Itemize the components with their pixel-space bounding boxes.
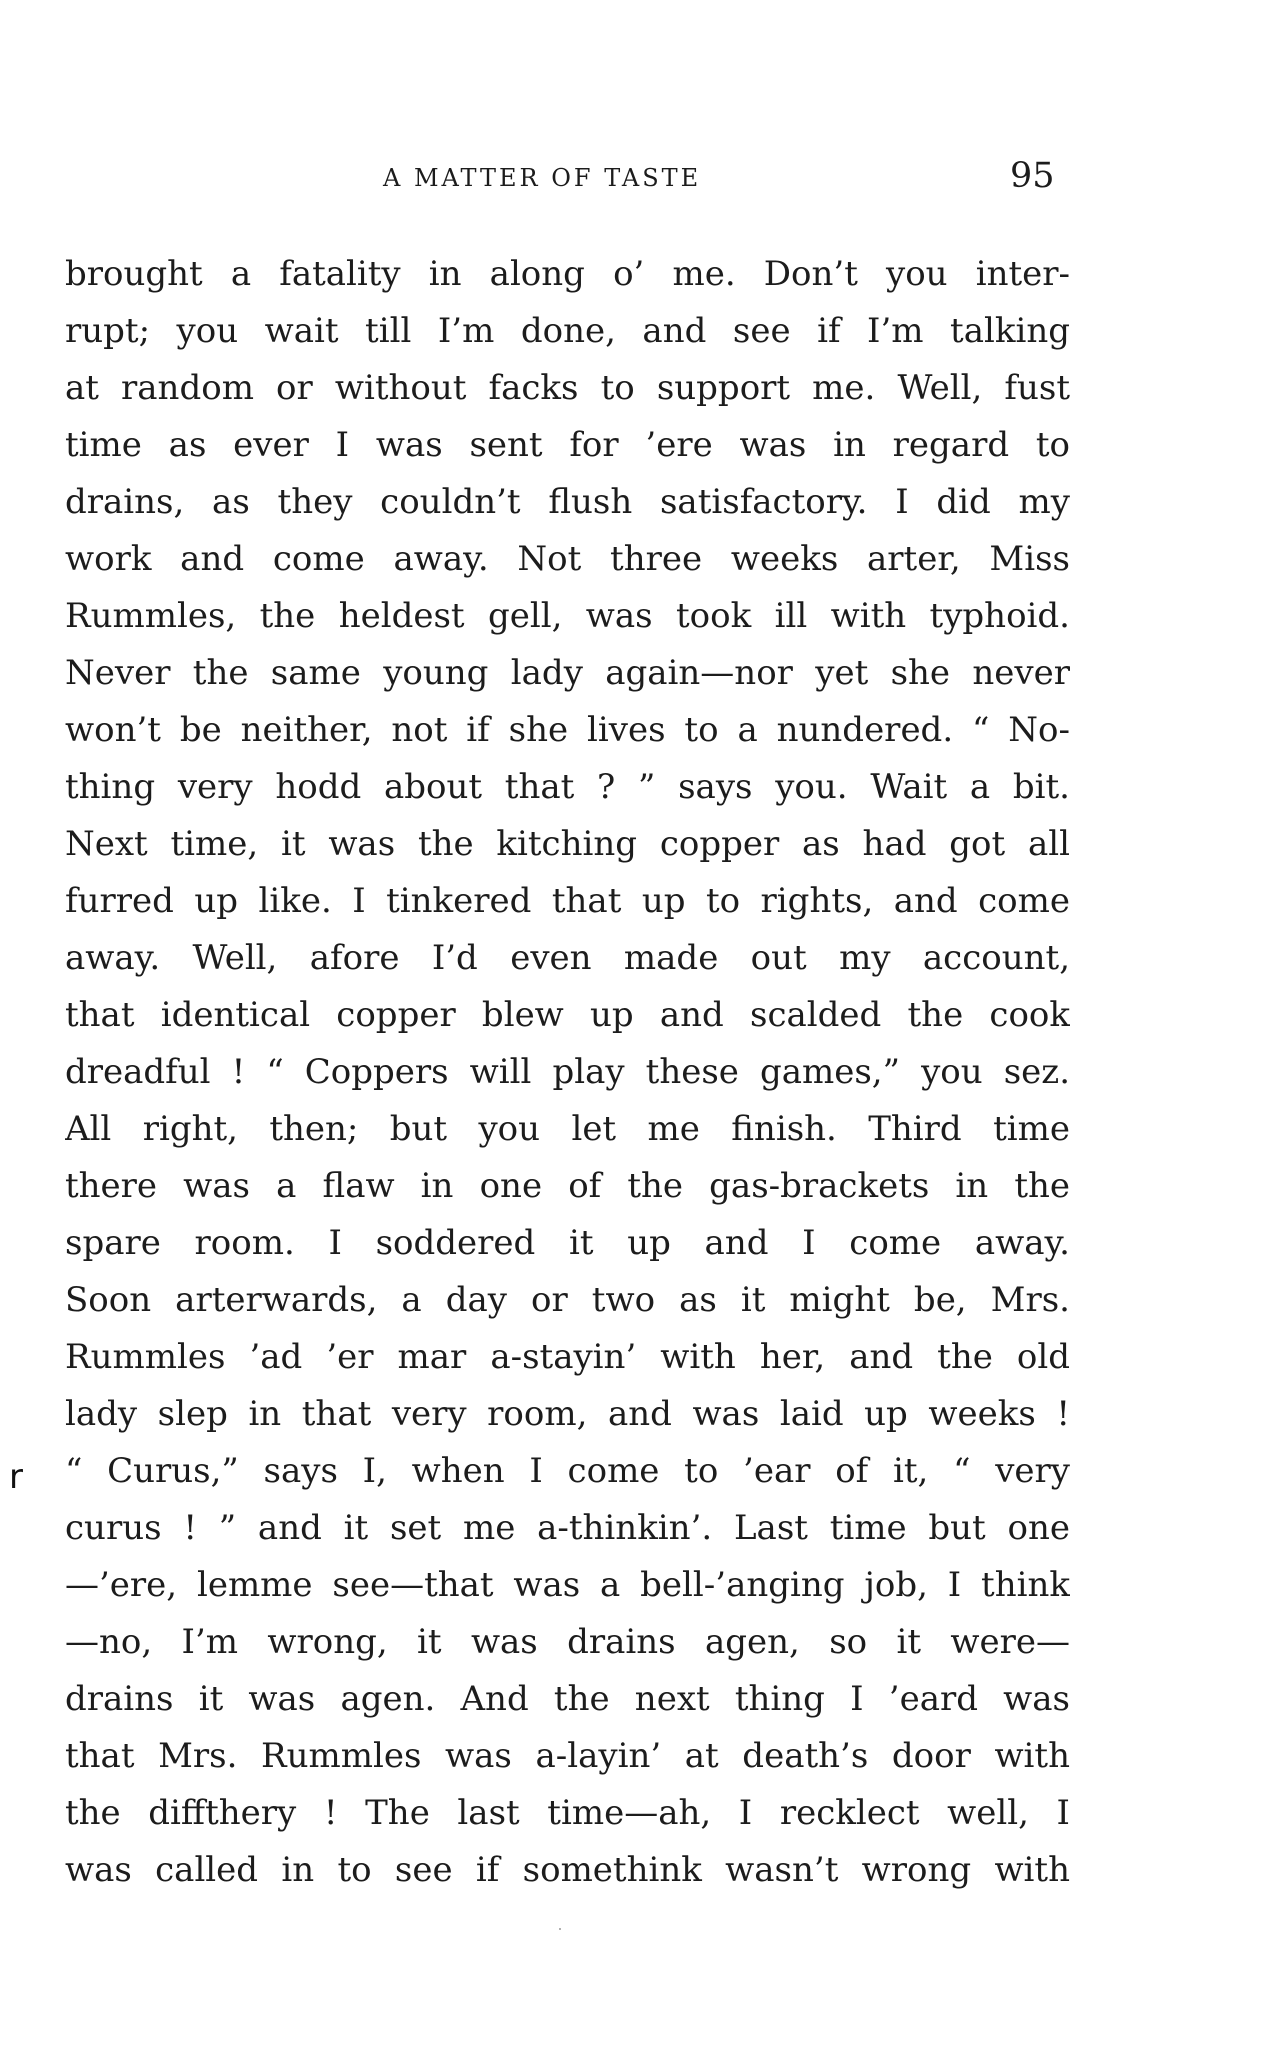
text-line: was called in to see if somethink wasn’t wrong with bbox=[65, 1850, 1070, 1890]
text-line: curus ! ” and it set me a-thinkin’. Last time but one bbox=[65, 1508, 1070, 1548]
body-text bbox=[65, 246, 1070, 1899]
text-line: spare room. I soddered it up and I come away. bbox=[65, 1223, 1070, 1263]
text-line: All right, then; but you let me finish. Third time bbox=[65, 1109, 1070, 1149]
text-line: Soon arterwards, a day or two as it might be, Mrs. bbox=[65, 1280, 1070, 1320]
page-number: 95 bbox=[1010, 156, 1055, 196]
text-line: Next time, it was the kitching copper as had got all bbox=[65, 824, 1070, 864]
text-line: drains, as they couldn’t flush satisfactory. I did my bbox=[65, 482, 1070, 522]
page-header bbox=[0, 158, 1281, 198]
text-line: rupt; you wait till I’m done, and see if I’m talking bbox=[65, 311, 1070, 351]
text-line: Rummles, the heldest gell, was took ill with typhoid. bbox=[65, 596, 1070, 636]
text-line: work and come away. Not three weeks arter, Miss bbox=[65, 539, 1070, 579]
text-line: time as ever I was sent for ’ere was in regard to bbox=[65, 425, 1070, 465]
margin-mark: r bbox=[9, 1457, 23, 1497]
text-line: won’t be neither, not if she lives to a nundered. “ No- bbox=[65, 710, 1070, 750]
text-line: furred up like. I tinkered that up to rights, and come bbox=[65, 881, 1070, 921]
text-line: dreadful ! “ Coppers will play these games,” you sez. bbox=[65, 1052, 1070, 1092]
text-line: away. Well, afore I’d even made out my account, bbox=[65, 938, 1070, 978]
text-line: drains it was agen. And the next thing I ’eard was bbox=[65, 1679, 1070, 1719]
text-line: brought a fatality in along o’ me. Don’t you inter- bbox=[65, 254, 1070, 294]
text-line: at random or without facks to support me. Well, fust bbox=[65, 368, 1070, 408]
text-line: lady slep in that very room, and was laid up weeks ! bbox=[65, 1394, 1070, 1434]
text-line: “ Curus,” says I, when I come to ’ear of it, “ very bbox=[65, 1451, 1070, 1491]
running-head: A MATTER OF TASTE bbox=[383, 164, 702, 192]
text-line: that Mrs. Rummles was a-layin’ at death’s door with bbox=[65, 1736, 1070, 1776]
paper-speck bbox=[559, 1928, 561, 1930]
text-line: Never the same young lady again—nor yet she never bbox=[65, 653, 1070, 693]
text-line: there was a flaw in one of the gas-brackets in the bbox=[65, 1166, 1070, 1206]
text-line: that identical copper blew up and scalded the cook bbox=[65, 995, 1070, 1035]
text-line: thing very hodd about that ? ” says you. Wait a bit. bbox=[65, 767, 1070, 807]
text-line: the diffthery ! The last time—ah, I recklect well, I bbox=[65, 1793, 1070, 1833]
text-line: —’ere, lemme see—that was a bell-’anging job, I think bbox=[65, 1565, 1070, 1605]
text-line: Rummles ’ad ’er mar a-stayin’ with her, and the old bbox=[65, 1337, 1070, 1377]
text-line: —no, I’m wrong, it was drains agen, so it were— bbox=[65, 1622, 1070, 1662]
